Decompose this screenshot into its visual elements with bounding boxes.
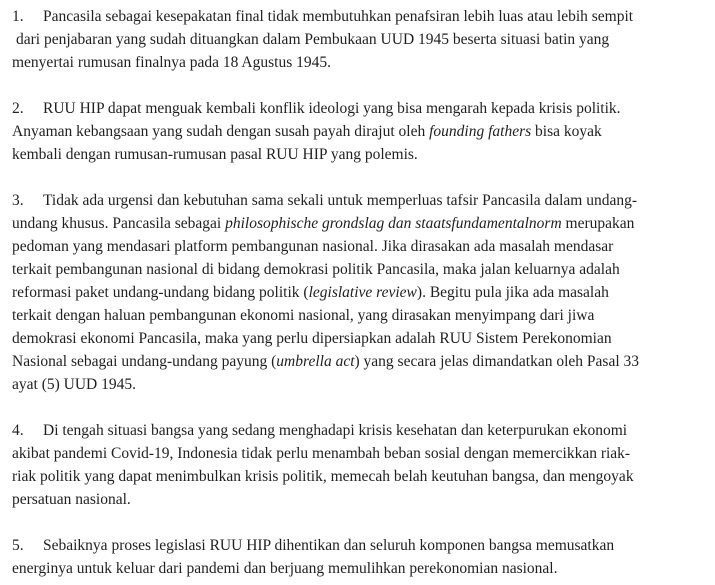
paragraph-number: 2. <box>12 100 24 117</box>
paragraph-line: Nasional sebagai undang-undang payung (umbrella act) yang secara jelas dimandatkan oleh Pasal 33 <box>12 353 640 370</box>
paragraph-3 <box>12 189 712 396</box>
paragraph-line: Anyaman kebangsaan yang sudah dengan susah payah dirajut oleh founding fathers bisa koyak <box>12 123 602 140</box>
paragraph-line: terkait pembangunan nasional di bidang demokrasi politik Pancasila, maka jalan keluarnya adalah <box>12 261 620 278</box>
paragraph-line: terkait dengan haluan pembangunan ekonomi nasional, yang dirasakan menyimpang dari jiwa <box>12 307 595 324</box>
paragraph-4 <box>12 419 712 511</box>
paragraph-line: riak politik yang dapat menimbulkan krisis politik, memecah belah keutuhan bangsa, dan mengoyak <box>12 468 634 485</box>
paragraph-line: undang khusus. Pancasila sebagai philosophische grondslag dan staatsfundamentalnorm merupakan <box>12 215 635 232</box>
paragraph-line: 2. RUU HIP dapat menguak kembali konflik ideologi yang bisa mengarah kepada krisis politik. <box>12 97 712 120</box>
paragraph-number: 4. <box>12 422 24 439</box>
paragraph-line: 5. Sebaiknya proses legislasi RUU HIP dihentikan dan seluruh komponen bangsa memusatkan <box>12 534 712 557</box>
paragraph-line: kembali dengan rumusan-rumusan pasal RUU HIP yang polemis. <box>12 146 418 163</box>
paragraph-line: ayat (5) UUD 1945. <box>12 376 136 393</box>
italic-term: legislative review <box>308 284 417 301</box>
paragraph-1 <box>12 5 712 74</box>
paragraph-line: reformasi paket undang-undang bidang politik (legislative review). Begitu pula jika ada masalah <box>12 284 609 301</box>
paragraph-number: 1. <box>12 8 24 25</box>
italic-term: philosophische grondslag dan staatsfundamentalnorm <box>225 215 562 232</box>
paragraph-line: demokrasi ekonomi Pancasila, maka yang perlu dipersiapkan adalah RUU Sistem Perekonomian <box>12 330 612 347</box>
paragraph-line: akibat pandemi Covid-19, Indonesia tidak perlu menambah beban sosial dengan memercikkan riak- <box>12 445 631 462</box>
paragraph-line: 3. Tidak ada urgensi dan kebutuhan sama sekali untuk memperluas tafsir Pancasila dalam undang- <box>12 189 712 212</box>
paragraph-line: 1. Pancasila sebagai kesepakatan final tidak membutuhkan penafsiran lebih luas atau lebih sempit <box>12 5 712 28</box>
paragraph-number: 5. <box>12 537 24 554</box>
paragraph-line: dari penjabaran yang sudah dituangkan dalam Pembukaan UUD 1945 beserta situasi batin yang <box>16 31 610 48</box>
italic-term: founding fathers <box>429 123 532 140</box>
paragraph-line: persatuan nasional. <box>12 491 131 508</box>
italic-term: umbrella act <box>276 353 355 370</box>
paragraph-number: 3. <box>12 192 24 209</box>
paragraph-line: energinya untuk keluar dari pandemi dan berjuang memulihkan perekonomian nasional. <box>12 560 558 577</box>
paragraph-5 <box>12 534 712 580</box>
paragraph-line: pedoman yang mendasari platform pembangunan nasional. Jika dirasakan ada masalah mendasar <box>12 238 614 255</box>
paragraph-2 <box>12 97 712 166</box>
paragraph-line: menyertai rumusan finalnya pada 18 Agustus 1945. <box>12 54 331 71</box>
paragraph-line: 4. Di tengah situasi bangsa yang sedang menghadapi krisis kesehatan dan keterpurukan ekonomi <box>12 419 712 442</box>
